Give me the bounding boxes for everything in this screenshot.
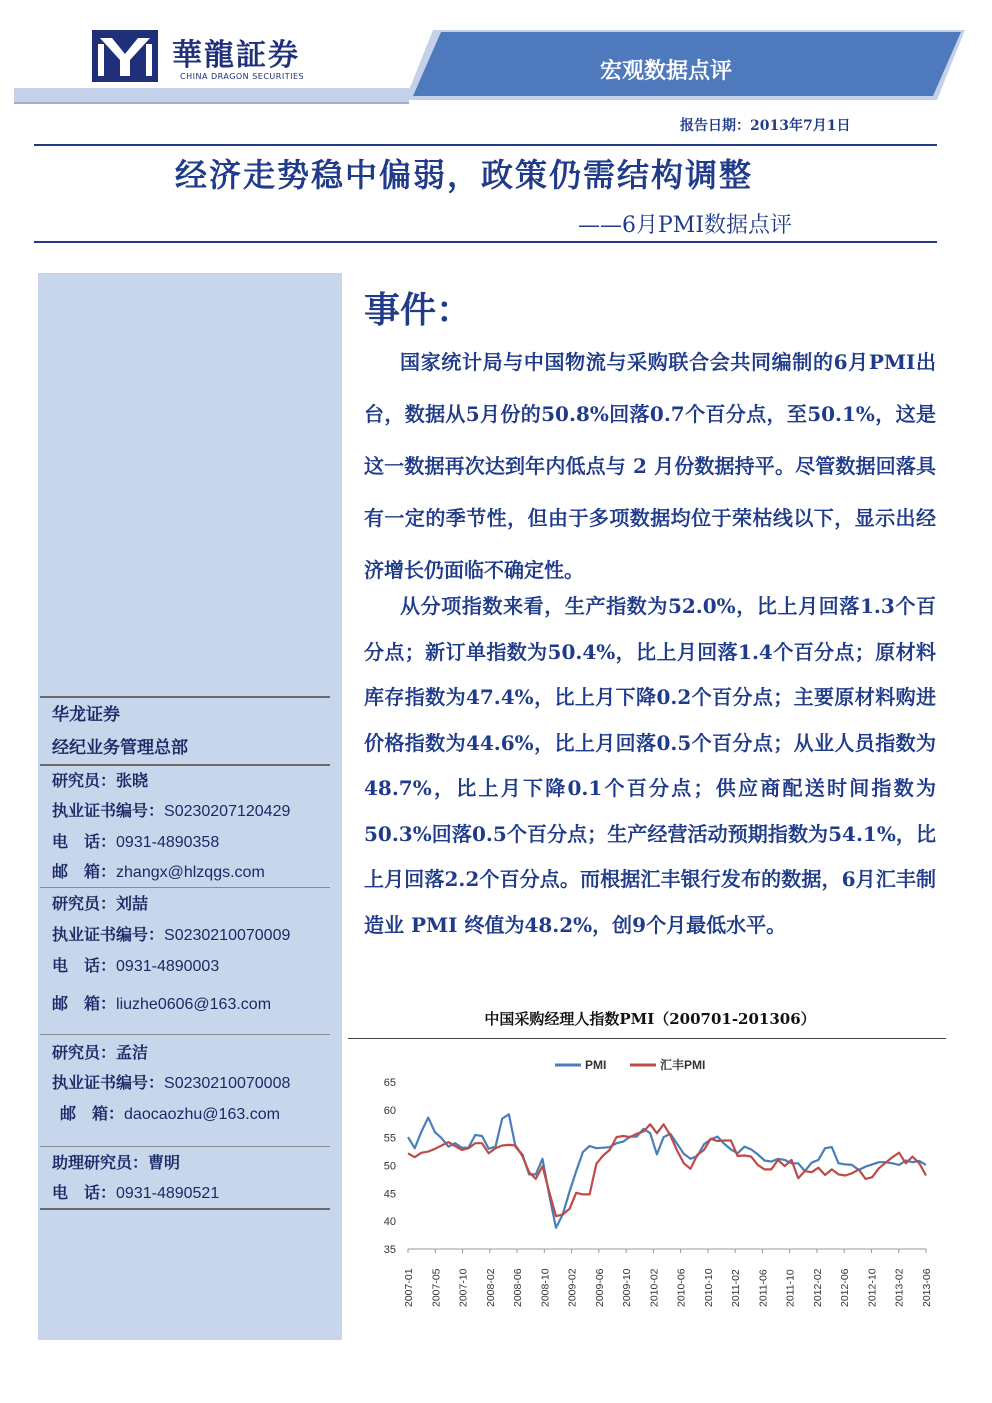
sidebar-divider (40, 1034, 330, 1035)
x-tick-label: 2011-06 (757, 1269, 770, 1307)
analyst-name: 研究员：张晓 (52, 771, 149, 790)
x-tick-label: 2009-02 (566, 1268, 579, 1307)
analyst-phone (52, 953, 219, 976)
x-tick-label: 2010-06 (675, 1268, 688, 1307)
title-top-rule (34, 144, 937, 146)
x-tick-label: 2009-06 (593, 1268, 606, 1307)
sidebar-divider (40, 887, 330, 888)
y-tick-label: 55 (383, 1132, 396, 1145)
event-paragraph-1: 国家统计局与中国物流与采购联合会共同编制的6月PMI出台，数据从5月份的50.8%回落0.7个百分点，至50.1%，这是这一数据再次达到年内低点与 2 月份数据持平。尽管数据回落具有一定的季节性，但由于多项数据均位于荣枯线以下，显示出经济增长仍面临不确定性。 (364, 350, 936, 582)
y-tick-label: 60 (383, 1104, 396, 1117)
event-heading: 事件： (364, 289, 473, 331)
assistant-name: 助理研究员：曹明 (52, 1153, 181, 1172)
analyst-email (52, 991, 271, 1014)
phone-number: 0931-4890003 (116, 958, 220, 975)
x-tick-label: 2012-10 (866, 1268, 879, 1307)
cert-number: S0230210070009 (164, 927, 291, 944)
chart-legend (555, 1057, 705, 1072)
x-axis (403, 1249, 933, 1307)
pmi-line-chart (360, 1045, 946, 1320)
phone-label: 电 话： (52, 956, 117, 975)
email-label: 邮 箱： (52, 862, 117, 881)
legend-label: PMI (585, 1058, 607, 1072)
analyst-cert (52, 1070, 290, 1093)
x-tick-label: 2010-02 (648, 1268, 661, 1307)
sidebar-company: 华龙证券 (52, 705, 120, 725)
x-tick-label: 2011-10 (784, 1269, 797, 1307)
phone-number: 0931-4890358 (116, 834, 220, 851)
x-tick-label: 2009-10 (621, 1268, 634, 1307)
cert-label: 执业证书编号： (52, 925, 165, 944)
x-tick-label: 2008-06 (512, 1268, 525, 1307)
x-tick-label: 2010-10 (702, 1268, 715, 1307)
analyst-cert (52, 798, 290, 821)
analyst-cert (52, 922, 290, 945)
cert-number: S0230207120429 (164, 803, 291, 820)
x-tick-label: 2007-05 (430, 1268, 443, 1307)
series-line-hsbc-pmi (408, 1124, 926, 1216)
legend-label: 汇丰PMI (660, 1058, 706, 1072)
phone-number: 0931-4890521 (116, 1185, 220, 1202)
cert-number: S0230210070008 (164, 1075, 291, 1092)
event-paragraph-2: 从分项指数来看，生产指数为52.0%，比上月回落1.3个百分点；新订单指数为50.4%，比上月回落1.4个百分点；原材料库存指数为47.4%，比上月下降0.2个百分点；主要原材料购进价格指数为44.6%，比上月回落0.5个百分点；从业人员指数为48.7%，比上月下降0.1个百分点；供应商配送时间指数为50.3%回落0.5个百分点；生产经营活动预期指数为54.1%，比上月回落2.2个百分点。而根据汇丰银行发布的数据，6月汇丰制造业 PMI 终值为48.2%，创9个月最低水平。 (364, 594, 936, 937)
cert-label: 执业证书编号： (52, 801, 165, 820)
x-tick-label: 2007-01 (403, 1268, 415, 1307)
sidebar-divider (40, 1208, 330, 1210)
sidebar-divider (40, 1146, 330, 1147)
email-label: 邮 箱： (60, 1104, 125, 1123)
email-address[interactable]: liuzhe0606@163.com (116, 996, 272, 1013)
y-tick-label: 50 (383, 1160, 396, 1173)
analyst-name: 研究员：孟洁 (52, 1043, 149, 1062)
analyst-email (52, 859, 265, 882)
x-tick-label: 2007-10 (457, 1268, 470, 1307)
x-tick-label: 2008-02 (484, 1268, 497, 1307)
x-tick-label: 2012-02 (811, 1268, 824, 1307)
header-left-band (14, 88, 409, 104)
x-tick-label: 2008-10 (539, 1268, 552, 1307)
x-tick-label: 2012-06 (839, 1268, 852, 1307)
cert-label: 执业证书编号： (52, 1073, 165, 1092)
sidebar-department: 经纪业务管理总部 (52, 738, 188, 758)
analyst-phone (52, 829, 219, 852)
y-tick-label: 45 (383, 1188, 396, 1201)
logo-english-name: CHINA DRAGON SECURITIES (180, 72, 305, 81)
title-bottom-rule (34, 241, 937, 243)
email-address[interactable]: daocaozhu@163.com (124, 1106, 280, 1123)
y-tick-label: 65 (383, 1077, 396, 1089)
page-subtitle: ——6月PMI数据点评 (578, 213, 793, 238)
y-tick-label: 40 (383, 1216, 396, 1229)
company-logo-icon (92, 30, 158, 82)
sidebar-divider (40, 696, 330, 698)
chart-title: 中国采购经理人指数PMI（200701-201306） (484, 1010, 816, 1028)
page-title: 经济走势稳中偏弱，政策仍需结构调整 (175, 156, 754, 194)
email-address[interactable]: zhangx@hlzqgs.com (116, 864, 265, 881)
x-tick-label: 2011-02 (730, 1269, 743, 1307)
plot-area (408, 1114, 926, 1228)
phone-label: 电 话： (52, 832, 117, 851)
analyst-name: 研究员：刘喆 (52, 894, 149, 913)
analyst-email (60, 1101, 280, 1124)
logo-chinese-name: 華龍証券 (172, 38, 300, 73)
x-tick-label: 2013-06 (921, 1268, 933, 1307)
email-label: 邮 箱： (52, 994, 117, 1013)
report-date: 报告日期：2013年7月1日 (680, 118, 851, 134)
x-tick-label: 2013-02 (893, 1268, 906, 1307)
report-type-label: 宏观数据点评 (600, 59, 733, 84)
y-tick-label: 35 (383, 1244, 396, 1256)
chart-title-rule (348, 1038, 946, 1039)
assistant-phone (52, 1180, 219, 1203)
phone-label: 电 话： (52, 1183, 117, 1202)
sidebar-divider (40, 764, 330, 766)
y-axis (384, 1077, 396, 1256)
